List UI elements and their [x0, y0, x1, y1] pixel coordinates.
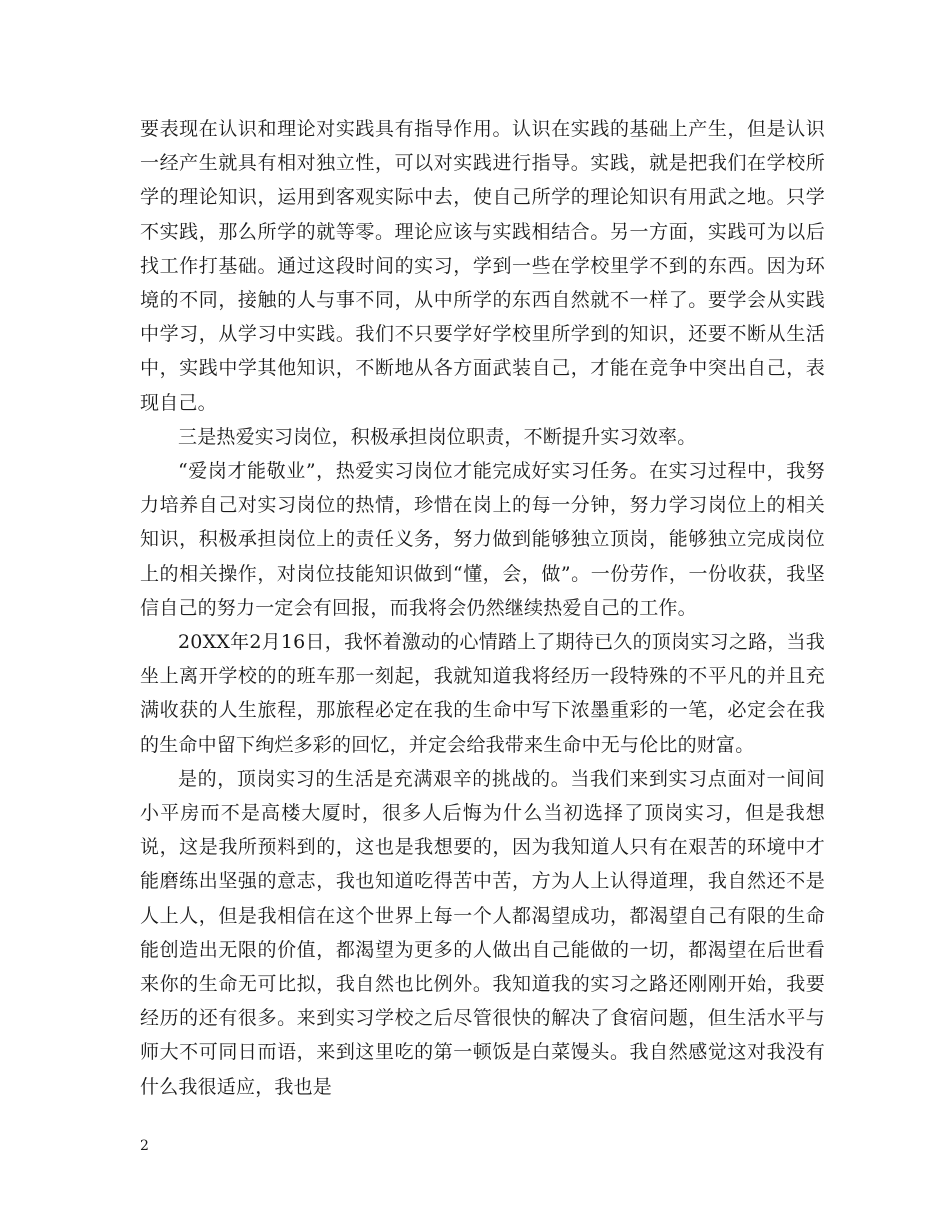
- document-body: [140, 112, 825, 1104]
- paragraph-4: 20XX年2月16日，我怀着激动的心情踏上了期待已久的顶岗实习之路，当我坐上离开学校的的班车那一刻起，我就知道我将经历一段特殊的不平凡的并且充满收获的人生旅程，那旅程必定在我的生命中写下浓墨重彩的一笔，必定会在我的生命中留下绚烂多彩的回忆，并定会给我带来生命中无与伦比的财富。: [140, 631, 825, 756]
- paragraph-3: “爱岗才能敬业”，热爱实习岗位才能完成好实习任务。在实习过程中，我努力培养自己对实习岗位的热情，珍惜在岗上的每一分钟，努力学习岗位上的相关知识，积极承担岗位上的责任义务，努力做到能够独立顶岗，能够独立完成岗位上的相关操作，对岗位技能知识做到“懂，会，做”。一份劳作，一份收获，我坚信自己的努力一定会有回报，而我将会仍然继续热爱自己的工作。: [140, 460, 825, 619]
- page-number: 2: [140, 1138, 149, 1154]
- paragraph-1: 要表现在认识和理论对实践具有指导作用。认识在实践的基础上产生，但是认识一经产生就具有相对独立性，可以对实践进行指导。实践，就是把我们在学校所学的理论知识，运用到客观实际中去，使自己所学的理论知识有用武之地。只学不实践，那么所学的就等零。理论应该与实践相结合。另一方面，实践可为以后找工作打基础。通过这段时间的实习，学到一些在学校里学不到的东西。因为环境的不同，接触的人与事不同，从中所学的东西自然就不一样了。要学会从实践中学习，从学习中实践。我们不只要学好学校里所学到的知识，还要不断从生活中，实践中学其他知识，不断地从各方面武装自己，才能在竞争中突出自己，表现自己。: [140, 118, 825, 414]
- paragraph-5: 是的，顶岗实习的生活是充满艰辛的挑战的。当我们来到实习点面对一间间小平房而不是高楼大厦时，很多人后悔为什么当初选择了顶岗实习，但是我想说，这是我所预料到的，这也是我想要的，因为我知道人只有在艰苦的环境中才能磨练出坚强的意志，我也知道吃得苦中苦，方为人上认得道理，我自然还不是人上人，但是我相信在这个世界上每一个人都渴望成功，都渴望自己有限的生命能创造出无限的价值，都渴望为更多的人做出自己能做的一切，都渴望在后世看来你的生命无可比拟，我自然也比例外。我知道我的实习之路还刚刚开始，我要经历的还有很多。来到实习学校之后尽管很快的解决了食宿问题，但生活水平与师大不可同日而语，来到这里吃的第一顿饭是白菜馒头。我自然感觉这对我没有什么我很适应，我也是: [140, 767, 825, 1098]
- paragraph-2: 三是热爱实习岗位，积极承担岗位职责，不断提升实习效率。: [178, 425, 697, 448]
